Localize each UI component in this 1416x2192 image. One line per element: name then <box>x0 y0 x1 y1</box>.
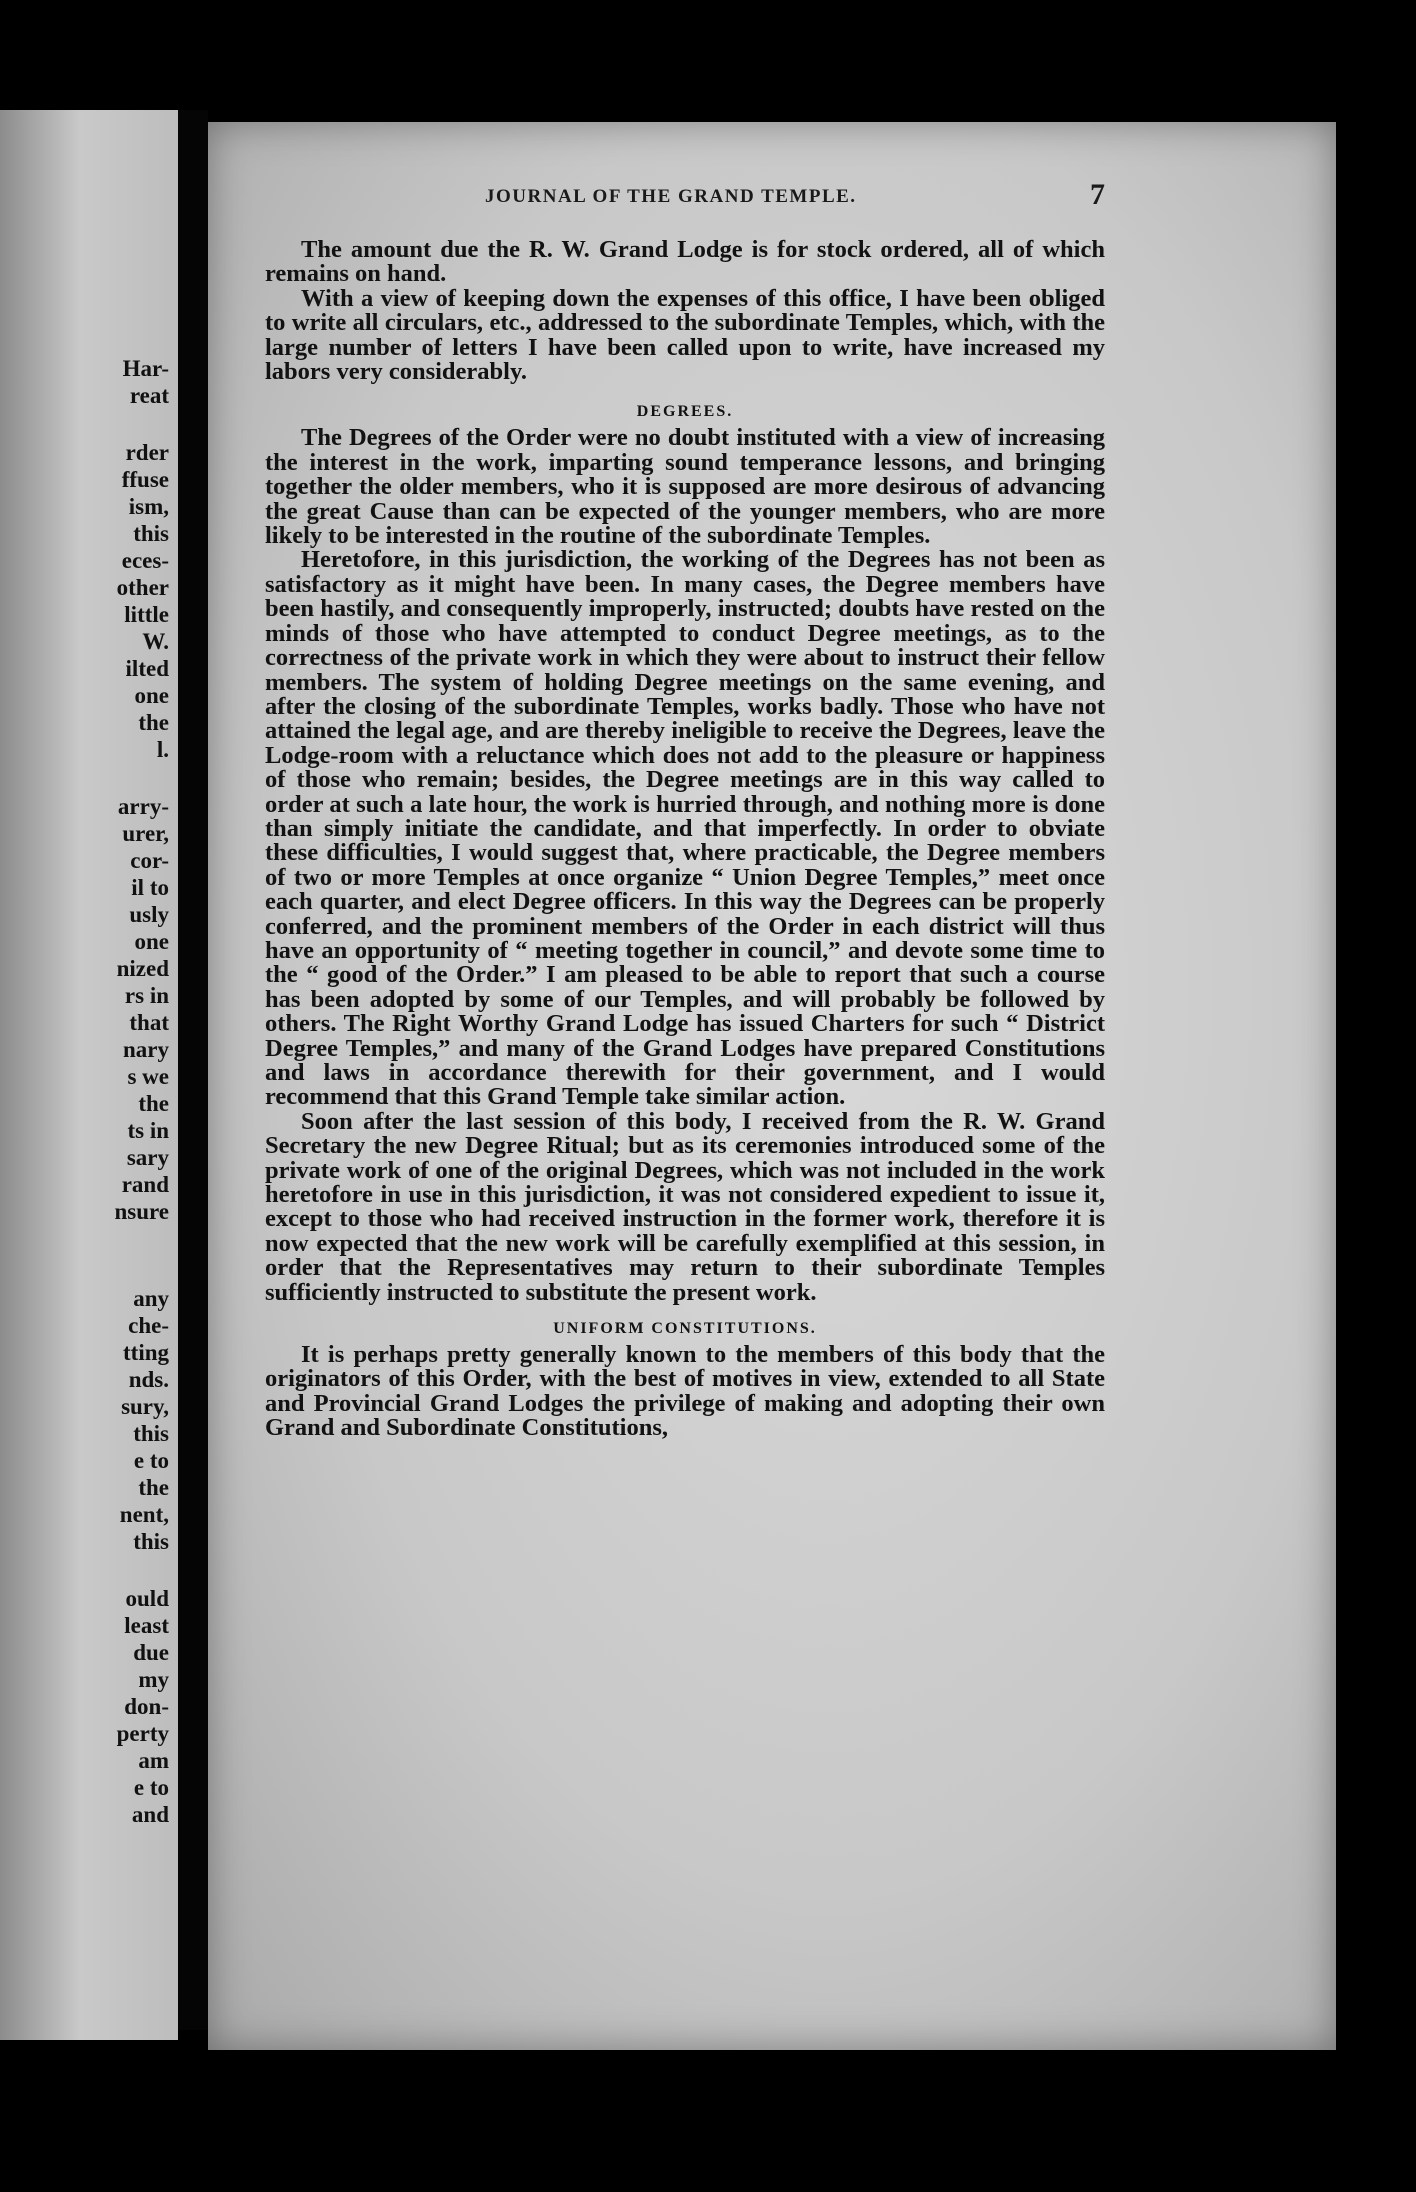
facing-page-fragment: the <box>138 1091 169 1116</box>
facing-page-fragment: don- <box>124 1694 169 1719</box>
facing-page-fragment: rder <box>125 440 169 465</box>
facing-page-fragment: that <box>129 1010 169 1035</box>
facing-page-left <box>0 110 178 2040</box>
facing-page-fragment: due <box>133 1640 169 1665</box>
paragraph-degrees-purpose: The Degrees of the Order were no doubt instituted with a view of increasing the interest in the work, imparting sound temperance lessons, and bringing together the older members, who it is supposed are more desirous of advancing the great Cause than can be expected of the younger members, who are more likely to be interested in the routine of the subordinate Temples. <box>265 424 1105 550</box>
facing-page-text-fragments <box>0 355 175 1828</box>
paragraph-degrees-working: Heretofore, in this jurisdiction, the working of the Degrees has not been as satisfactory as it might have been. In many cases, the Degree members have been hastily, and consequently improperly, instructed; doubts have rested on the minds of those who have attempted to conduct Degree meetings, as to the correctness of the private work in which they were about to instruct their fellow members. The system of holding Degree meetings on the same evening, and after the closing of the subordinate Temples, works badly. Those who have not attained the legal age, and are thereby ineligible to receive the Degrees, leave the Lodge-room with a reluctance which does not add to the pleasure or happiness of those who remain; besides, the Degree meetings are in this way called to order at such a late hour, the work is hurried through, and nothing more is done than simply initiate the candidate, and that imperfectly. In order to obviate these difficulties, I would suggest that, where practicable, the Degree members of two or more Temples at once organize “ Union Degree Temples,” meet once each quarter, and elect Degree officers. In this way the Degrees can be properly conferred, and the prominent members of the Order in each district will thus have an opportunity of “ meeting together in council,” and devote some time to the “ good of the Order.” I am pleased to be able to report that such a course has been adopted by some of our Temples, and will probably be followed by others. The Right Worthy Grand Lodge has issued Charters for such “ District Degree Temples,” and many of the Grand Lodges have prepared Constitutions and laws in accordance therewith for their government, and I would recommend that this Grand Temple take similar action. <box>265 546 1105 1111</box>
book-gutter <box>178 110 208 2030</box>
facing-page-fragment <box>0 1225 175 1255</box>
paragraph-stock-ordered: The amount due the R. W. Grand Lodge is for stock ordered, all of which remains on hand. <box>265 236 1105 288</box>
section-heading-degrees: DEGREES. <box>636 403 734 421</box>
facing-page-fragment: this <box>133 1421 169 1446</box>
facing-page-fragment: arry- <box>117 794 169 819</box>
facing-page-fragment: nary <box>123 1037 169 1062</box>
facing-page-fragment: my <box>138 1667 169 1692</box>
section-heading-uniform-constitutions: UNIFORM CONSTITUTIONS. <box>553 1320 817 1338</box>
facing-page-fragment: tting <box>123 1340 169 1365</box>
facing-page-fragment <box>0 763 175 793</box>
facing-page-fragment: any <box>133 1286 169 1311</box>
facing-page-fragment <box>0 409 175 439</box>
facing-page-fragment: l. <box>156 737 169 762</box>
facing-page-fragment: ts in <box>127 1118 169 1143</box>
facing-page-fragment: s we <box>127 1064 169 1089</box>
facing-page-fragment: ilted <box>125 656 169 681</box>
facing-page-fragment: usly <box>129 902 169 927</box>
facing-page-fragment <box>0 1255 175 1285</box>
facing-page-fragment <box>0 1555 175 1585</box>
facing-page-fragment: e to <box>133 1775 169 1800</box>
facing-page-fragment: cor- <box>130 848 169 873</box>
facing-page-fragment: sury, <box>121 1394 169 1419</box>
facing-page-fragment: nent, <box>119 1502 169 1527</box>
facing-page-fragment: this <box>133 1529 169 1554</box>
facing-page-fragment: and <box>131 1802 169 1827</box>
paragraph-degree-ritual: Soon after the last session of this body, I received from the R. W. Grand Secretary the new Degree Ritual; but as its ceremonies introduced some of the private work of one of the original Degrees, which was not included in the work heretofore in use in this jurisdiction, it was not considered expedient to issue it, except to those who had received instruction in the former work, therefore it is now expected that the new work will be carefully exemplified at this session, in order that the Representatives may return to their subordinate Temples sufficiently instructed to substitute the present work. <box>265 1107 1105 1306</box>
facing-page-fragment: ffuse <box>121 467 169 492</box>
facing-page-fragment: W. <box>142 629 169 654</box>
facing-page-fragment: am <box>138 1748 169 1773</box>
facing-page-fragment: nds. <box>128 1367 169 1392</box>
facing-page-fragment: urer, <box>122 821 169 846</box>
facing-page-fragment: sary <box>126 1145 169 1170</box>
facing-page-fragment: other <box>116 575 169 600</box>
facing-page-fragment: least <box>124 1613 169 1638</box>
facing-page-fragment: nized <box>116 956 169 981</box>
facing-page-fragment: the <box>138 1475 169 1500</box>
facing-page-fragment: nsure <box>114 1199 169 1224</box>
page-body <box>265 228 1105 1441</box>
facing-page-fragment: little <box>124 602 169 627</box>
facing-page-fragment: e to <box>133 1448 169 1473</box>
facing-page-fragment: this <box>133 521 169 546</box>
facing-page-fragment: il to <box>131 875 169 900</box>
facing-page-fragment: one <box>134 683 169 708</box>
page-number: 7 <box>1090 178 1105 211</box>
facing-page-fragment: ould <box>125 1586 169 1611</box>
running-head: JOURNAL OF THE GRAND TEMPLE. <box>485 186 857 207</box>
facing-page-fragment: rand <box>121 1172 169 1197</box>
facing-page-fragment: eces- <box>121 548 169 573</box>
paragraph-expenses: With a view of keeping down the expenses of this office, I have been obliged to write all circulars, etc., addressed to the subordinate Temples, which, with the large number of letters I have been called upon to write, have increased my labors very considerably. <box>265 284 1105 386</box>
facing-page-fragment: one <box>134 929 169 954</box>
facing-page-fragment: the <box>138 710 169 735</box>
paragraph-constitutions: It is perhaps pretty generally known to the members of this body that the originators of this Order, with the best of motives in view, extended to all State and Provincial Grand Lodges the privilege of making and adopting their own Grand and Subordinate Constitutions, <box>265 1341 1105 1442</box>
facing-page-fragment: ism, <box>128 494 169 519</box>
facing-page-fragment: perty <box>116 1721 169 1746</box>
page-header <box>275 178 1105 218</box>
facing-page-fragment: che- <box>128 1313 169 1338</box>
facing-page-fragment: Har- <box>122 356 169 381</box>
facing-page-fragment: rs in <box>124 983 169 1008</box>
facing-page-fragment: reat <box>129 383 169 408</box>
